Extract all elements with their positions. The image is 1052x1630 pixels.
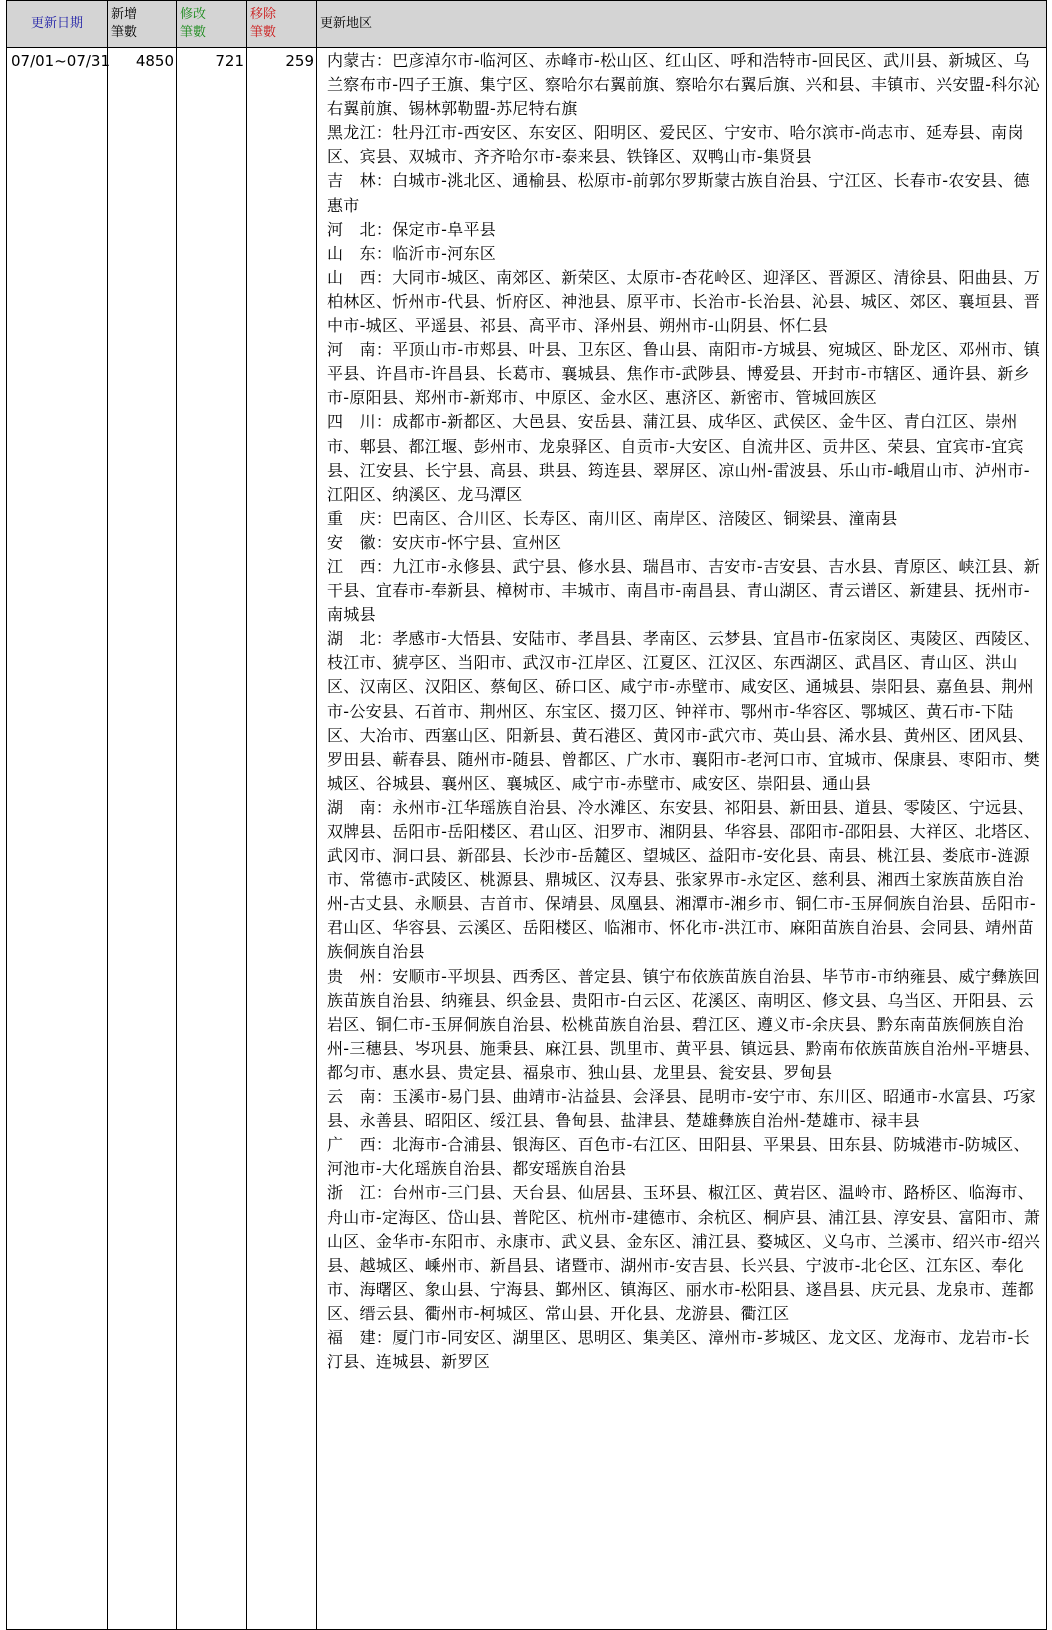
region-province: 山 东：	[327, 243, 393, 263]
region-province: 浙 江：	[327, 1183, 393, 1203]
region-areas-text: 孝感市-大悟县、安陆市、孝昌县、孝南区、云梦县、宜昌市-伍家岗区、夷陵区、西陵区、枝江市、猇亭区、当阳市、武汉市-江岸区、江夏区、江汉区、东西湖区、武昌区、青山区、洪山区、汉南区、汉阳区、蔡甸区、硚口区、咸宁市-赤壁市、咸安区、通城县、崇阳县、嘉鱼县、荆州市-公安县、石首市、荆州区、东宝区、掇刀区、钟祥市、鄂州市-华容区、鄂城区、黄石市-下陆区、大冶市、西塞山区、阳新县、黄石港区、黄冈市-武穴市、英山县、浠水县、黄州区、团风县、罗田县、蕲春县、随州市-随县、曾都区、广水市、襄阳市-老河口市、宜城市、保康县、枣阳市、樊城区、谷城县、襄州区、襄城区、咸宁市-赤壁市、咸安区、崇阳县、通山县	[327, 629, 1041, 793]
region-areas-text: 台州市-三门县、天台县、仙居县、玉环县、椒江区、黄岩区、温岭市、路桥区、临海市、舟山市-定海区、岱山县、普陀区、杭州市-建德市、余杭区、桐庐县、浦江县、淳安县、富阳市、萧山区、金华市-东阳市、永康市、武义县、金东区、浦江县、婺城区、义乌市、兰溪市、绍兴市-绍兴县、越城区、嵊州市、新昌县、诸暨市、湖州市-安吉县、长兴县、宁波市-北仑区、江东区、奉化市、海曙区、象山县、宁海县、鄞州区、镇海区、丽水市-松阳县、遂昌县、庆元县、龙泉市、莲都区、缙云县、衢州市-柯城区、常山县、开化县、龙游县、衢江区	[327, 1183, 1041, 1323]
region-entry	[327, 531, 1046, 555]
region-entry	[327, 965, 1046, 1085]
region-province: 湖 南：	[327, 797, 393, 817]
region-entry	[327, 555, 1046, 627]
region-province: 福 建：	[327, 1327, 393, 1347]
region-areas-text: 保定市-阜平县	[392, 219, 497, 239]
region-areas-text: 临沂市-河东区	[392, 243, 497, 263]
region-entry	[327, 49, 1046, 121]
header-update-date[interactable]: 更新日期	[7, 1, 108, 48]
region-areas-text: 牡丹江市-西安区、东安区、阳明区、爱民区、宁安市、哈尔滨市-尚志市、延寿县、南岗区、宾县、双城市、齐齐哈尔市-泰来县、铁锋区、双鸭山市-集贤县	[327, 123, 1024, 167]
region-entry	[327, 169, 1046, 217]
header-removed-count[interactable]: 移除 筆數	[247, 1, 317, 48]
region-areas-text: 九江市-永修县、武宁县、修水县、瑞昌市、吉安市-吉安县、吉水县、青原区、峡江县、新干县、宜春市-奉新县、樟树市、丰城市、南昌市-南昌县、青山湖区、青云谱区、新建县、抚州市-南城县	[327, 556, 1041, 625]
region-entry	[327, 338, 1046, 410]
region-province: 云 南：	[327, 1087, 393, 1107]
region-areas-text: 安顺市-平坝县、西秀区、普定县、镇宁布依族苗族自治县、毕节市-市纳雍县、威宁彝族回族苗族自治县、纳雍县、织金县、贵阳市-白云区、花溪区、南明区、修文县、乌当区、开阳县、云岩区、铜仁市-玉屏侗族自治县、松桃苗族自治县、碧江区、遵义市-余庆县、黔东南苗族侗族自治州-三穗县、岑巩县、施秉县、麻江县、凯里市、黄平县、镇远县、黔南布依族苗族自治州-平塘县、都匀市、惠水县、贵定县、福泉市、独山县、龙里县、瓮安县、罗甸县	[327, 966, 1041, 1082]
region-entry	[327, 1133, 1046, 1181]
header-row	[7, 1, 1047, 48]
region-province: 广 西：	[327, 1135, 393, 1155]
region-areas-text: 巴彦淖尔市-临河区、赤峰市-松山区、红山区、呼和浩特市-回民区、武川县、新城区、乌兰察布市-四子王旗、集宁区、察哈尔右翼前旗、察哈尔右翼后旗、兴和县、丰镇市、兴安盟-科尔沁右翼前旗、锡林郭勒盟-苏尼特右旗	[327, 51, 1041, 119]
region-entry	[327, 410, 1046, 506]
cell-date[interactable]: 07/01~07/31	[7, 48, 108, 1630]
region-province: 湖 北：	[327, 629, 393, 649]
region-entry	[327, 627, 1046, 796]
region-entry	[327, 266, 1046, 338]
region-entry	[327, 121, 1046, 169]
region-province: 河 北：	[327, 219, 393, 239]
region-entry	[327, 1181, 1046, 1326]
region-province: 黑龙江：	[327, 123, 393, 143]
region-areas-text: 平顶山市-市郏县、叶县、卫东区、鲁山县、南阳市-方城县、宛城区、卧龙区、邓州市、镇平县、许昌市-许昌县、长葛市、襄城县、焦作市-武陟县、博爱县、开封市-市辖区、通许县、新乡市-原阳县、郑州市-新郑市、中原区、金水区、惠济区、新密市、管城回族区	[327, 340, 1041, 408]
cell-modified[interactable]: 721	[177, 48, 247, 1630]
region-areas-text: 北海市-合浦县、银海区、百色市-右江区、田阳县、平果县、田东县、防城港市-防城区、河池市-大化瑶族自治县、都安瑶族自治县	[327, 1135, 1030, 1179]
region-entry	[327, 1326, 1046, 1374]
header-added-count[interactable]: 新增 筆數	[108, 1, 177, 48]
region-areas-text: 白城市-洮北区、通榆县、松原市-前郭尔罗斯蒙古族自治县、宁江区、长春市-农安县、德惠市	[327, 171, 1030, 215]
region-province: 河 南：	[327, 340, 393, 360]
header-modified-count[interactable]: 修改 筆數	[177, 1, 247, 48]
cell-removed[interactable]: 259	[247, 48, 317, 1630]
header-update-areas[interactable]: 更新地区	[317, 1, 1047, 48]
region-areas-text: 玉溪市-易门县、曲靖市-沾益县、会泽县、昆明市-安宁市、东川区、昭通市-水富县、巧家县、永善县、昭阳区、绥江县、鲁甸县、盐津县、楚雄彝族自治州-楚雄市、禄丰县	[327, 1087, 1036, 1131]
region-entry	[327, 242, 1046, 266]
region-areas-text: 安庆市-怀宁县、宣州区	[392, 532, 562, 552]
region-province: 内蒙古：	[327, 51, 393, 70]
region-province: 四 川：	[327, 412, 393, 432]
region-areas-text: 永州市-江华瑶族自治县、冷水滩区、东安县、祁阳县、新田县、道县、零陵区、宁远县、双牌县、岳阳市-岳阳楼区、君山区、汨罗市、湘阴县、华容县、邵阳市-邵阳县、大祥区、北塔区、武冈市、洞口县、新邵县、长沙市-岳麓区、望城区、益阳市-安化县、南县、桃江县、娄底市-涟源市、常德市-武陵区、桃源县、鼎城区、汉寿县、张家界市-永定区、慈利县、湘西土家族苗族自治州-古丈县、永顺县、吉首市、保靖县、凤凰县、湘潭市-湘乡市、铜仁市-玉屏侗族自治县、岳阳市-君山区、华容县、云溪区、岳阳楼区、临湘市、怀化市-洪江市、麻阳苗族自治县、会同县、靖州苗族侗族自治县	[327, 797, 1041, 962]
table-row	[7, 48, 1047, 1630]
region-areas-text: 厦门市-同安区、湖里区、思明区、集美区、漳州市-芗城区、龙文区、龙海市、龙岩市-长汀县、连城县、新罗区	[327, 1327, 1030, 1372]
region-entry	[327, 1085, 1046, 1133]
region-province: 吉 林：	[327, 171, 393, 191]
region-province: 贵 州：	[327, 966, 393, 986]
region-list	[317, 48, 1046, 1627]
region-areas-text: 巴南区、合川区、长寿区、南川区、南岸区、涪陵区、铜梁县、潼南县	[392, 508, 898, 528]
region-province: 江 西：	[327, 556, 393, 576]
region-entry	[327, 507, 1046, 531]
region-province: 安 徽：	[327, 532, 393, 552]
update-table	[6, 0, 1047, 1630]
region-areas-text: 大同市-城区、南郊区、新荣区、太原市-杏花岭区、迎泽区、晋源区、清徐县、阳曲县、万柏林区、忻州市-代县、忻府区、神池县、原平市、长治市-长治县、沁县、城区、郊区、襄垣县、晋中市-城区、平遥县、祁县、高平市、泽州县、朔州市-山阴县、怀仁县	[327, 267, 1041, 336]
region-entry	[327, 796, 1046, 965]
region-province: 重 庆：	[327, 508, 393, 528]
cell-areas[interactable]	[317, 48, 1047, 1630]
cell-added[interactable]: 4850	[108, 48, 177, 1630]
region-entry	[327, 218, 1046, 242]
region-province: 山 西：	[327, 267, 393, 287]
region-areas-text: 成都市-新都区、大邑县、安岳县、蒲江县、成华区、武侯区、金牛区、青白江区、崇州市、郫县、都江堰、彭州市、龙泉驿区、自贡市-大安区、自流井区、贡井区、荣县、宜宾市-宜宾县、江安县、长宁县、高县、珙县、筠连县、翠屏区、凉山州-雷波县、乐山市-峨眉山市、泸州市-江阳区、纳溪区、龙马潭区	[327, 412, 1030, 504]
